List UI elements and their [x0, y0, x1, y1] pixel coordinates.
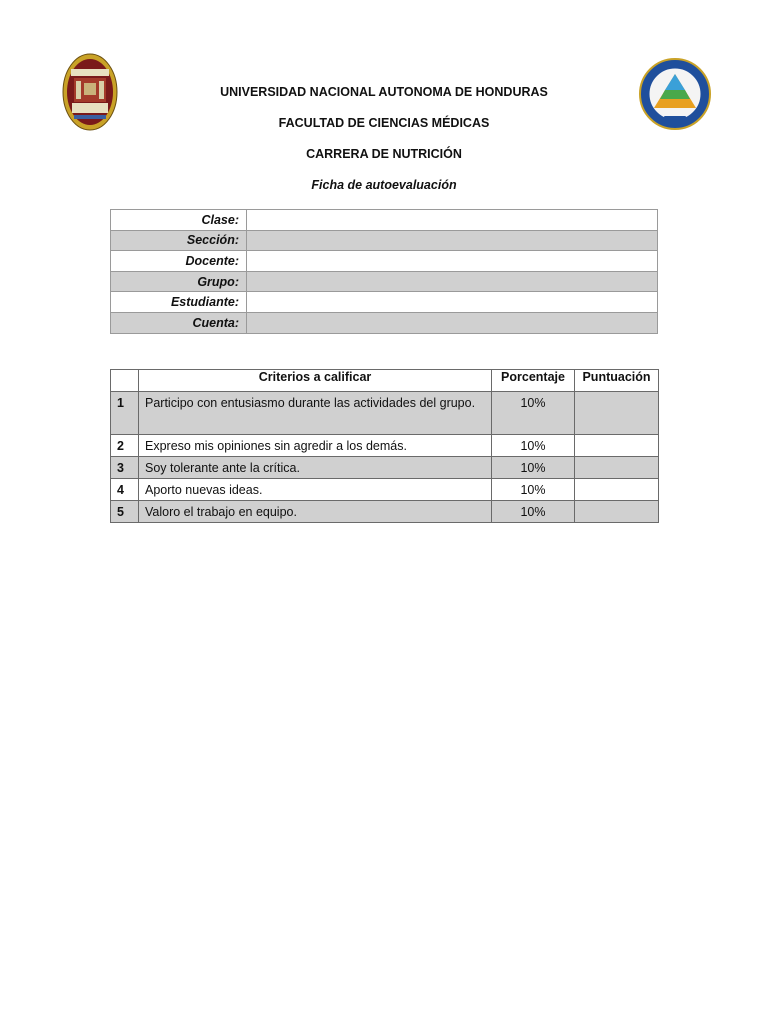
info-row-docente	[111, 251, 658, 272]
criteria-number: 1	[111, 392, 139, 435]
criteria-number: 3	[111, 457, 139, 479]
info-field-docente[interactable]	[247, 251, 658, 272]
header-percentage: Porcentaje	[492, 370, 575, 392]
info-label-clase: Clase:	[111, 210, 247, 231]
info-field-grupo[interactable]	[247, 271, 658, 292]
criteria-percentage: 10%	[492, 392, 575, 435]
university-name: UNIVERSIDAD NACIONAL AUTONOMA DE HONDURAS	[220, 85, 548, 99]
student-info-table	[110, 209, 658, 334]
criteria-row	[111, 457, 659, 479]
criteria-number: 5	[111, 501, 139, 523]
header-number	[111, 370, 139, 392]
header-criteria: Criterios a calificar	[139, 370, 492, 392]
criteria-percentage: 10%	[492, 457, 575, 479]
criteria-row	[111, 501, 659, 523]
info-field-seccion[interactable]	[247, 230, 658, 251]
criteria-score-field[interactable]	[575, 392, 659, 435]
criteria-header-row	[111, 370, 659, 392]
faculty-name: FACULTAD DE CIENCIAS MÉDICAS	[278, 116, 490, 130]
criteria-text: Expreso mis opiniones sin agredir a los demás.	[139, 435, 492, 457]
criteria-percentage: 10%	[492, 501, 575, 523]
criteria-row	[111, 392, 659, 435]
criteria-text: Valoro el trabajo en equipo.	[139, 501, 492, 523]
criteria-text: Participo con entusiasmo durante las actividades del grupo.	[139, 392, 492, 435]
form-subtitle: Ficha de autoevaluación	[311, 178, 457, 192]
criteria-score-field[interactable]	[575, 435, 659, 457]
criteria-score-field[interactable]	[575, 457, 659, 479]
info-label-cuenta: Cuenta:	[111, 312, 247, 333]
info-row-cuenta	[111, 312, 658, 333]
info-row-seccion	[111, 230, 658, 251]
info-row-estudiante	[111, 292, 658, 313]
info-label-seccion: Sección:	[111, 230, 247, 251]
header-score: Puntuación	[575, 370, 659, 392]
criteria-row	[111, 479, 659, 501]
info-label-grupo: Grupo:	[111, 271, 247, 292]
criteria-number: 4	[111, 479, 139, 501]
criteria-score-field[interactable]	[575, 501, 659, 523]
info-field-estudiante[interactable]	[247, 292, 658, 313]
info-row-clase	[111, 210, 658, 231]
info-label-docente: Docente:	[111, 251, 247, 272]
career-name: CARRERA DE NUTRICIÓN	[306, 147, 462, 161]
criteria-text: Soy tolerante ante la crítica.	[139, 457, 492, 479]
info-row-grupo	[111, 271, 658, 292]
criteria-score-field[interactable]	[575, 479, 659, 501]
info-field-cuenta[interactable]	[247, 312, 658, 333]
info-field-clase[interactable]	[247, 210, 658, 231]
criteria-row	[111, 435, 659, 457]
criteria-percentage: 10%	[492, 479, 575, 501]
criteria-number: 2	[111, 435, 139, 457]
criteria-percentage: 10%	[492, 435, 575, 457]
criteria-text: Aporto nuevas ideas.	[139, 479, 492, 501]
criteria-table	[110, 369, 659, 523]
info-label-estudiante: Estudiante:	[111, 292, 247, 313]
